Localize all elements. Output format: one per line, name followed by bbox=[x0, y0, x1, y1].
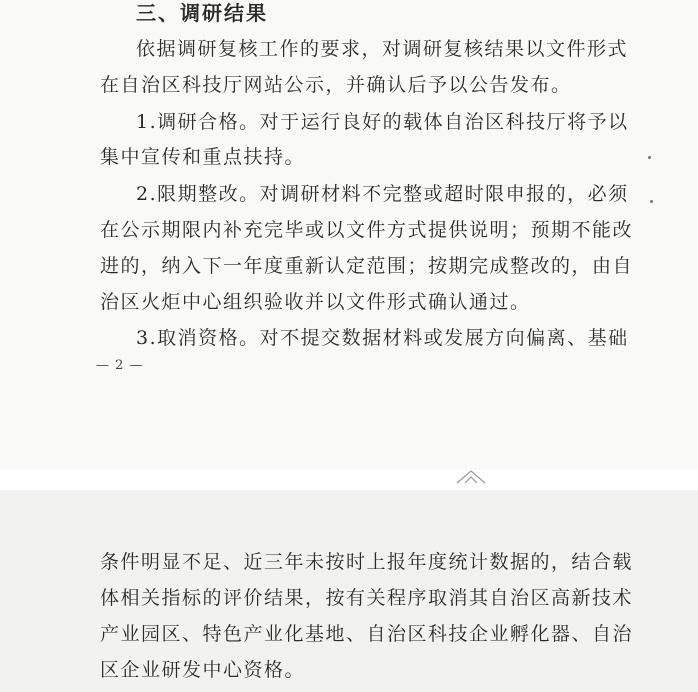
document-page-2 bbox=[0, 490, 698, 692]
scan-speck bbox=[650, 200, 653, 203]
scan-speck bbox=[648, 156, 651, 159]
text-line: 产业园区、特色产业化基地、自治区科技企业孵化器、自治 bbox=[100, 623, 634, 645]
text-line: 3.取消资格。对不提交数据材料或发展方向偏离、基础 bbox=[136, 327, 629, 349]
text-line: 依据调研复核工作的要求，对调研复核结果以文件形式 bbox=[136, 38, 629, 60]
text-line: 区企业研发中心资格。 bbox=[100, 659, 306, 681]
text-line: 集中宣传和重点扶持。 bbox=[100, 146, 306, 168]
text-line: 在公示期限内补充完毕或以文件方式提供说明；预期不能改 bbox=[100, 219, 634, 241]
text-line: 在自治区科技厅网站公示，并确认后予以公告发布。 bbox=[100, 74, 572, 96]
text-line: 2.限期整改。对调研材料不完整或超时限申报的，必须 bbox=[136, 183, 629, 205]
mouse-pointer-icon bbox=[455, 467, 489, 491]
page-number: — 2 — bbox=[96, 358, 144, 373]
text-line: 进的，纳入下一年度重新认定范围；按期完成整改的，由自 bbox=[100, 255, 634, 277]
page-gap bbox=[0, 470, 698, 490]
section-heading: 三、调研结果 bbox=[136, 1, 268, 25]
text-line: 治区火炬中心组织验收并以文件形式确认通过。 bbox=[100, 291, 531, 313]
text-line: 体相关指标的评价结果，按有关程序取消其自治区高新技术 bbox=[100, 587, 634, 609]
text-line: 条件明显不足、近三年未按时上报年度统计数据的，结合载 bbox=[100, 551, 634, 573]
text-line: 1.调研合格。对于运行良好的载体自治区科技厅将予以 bbox=[136, 111, 629, 133]
